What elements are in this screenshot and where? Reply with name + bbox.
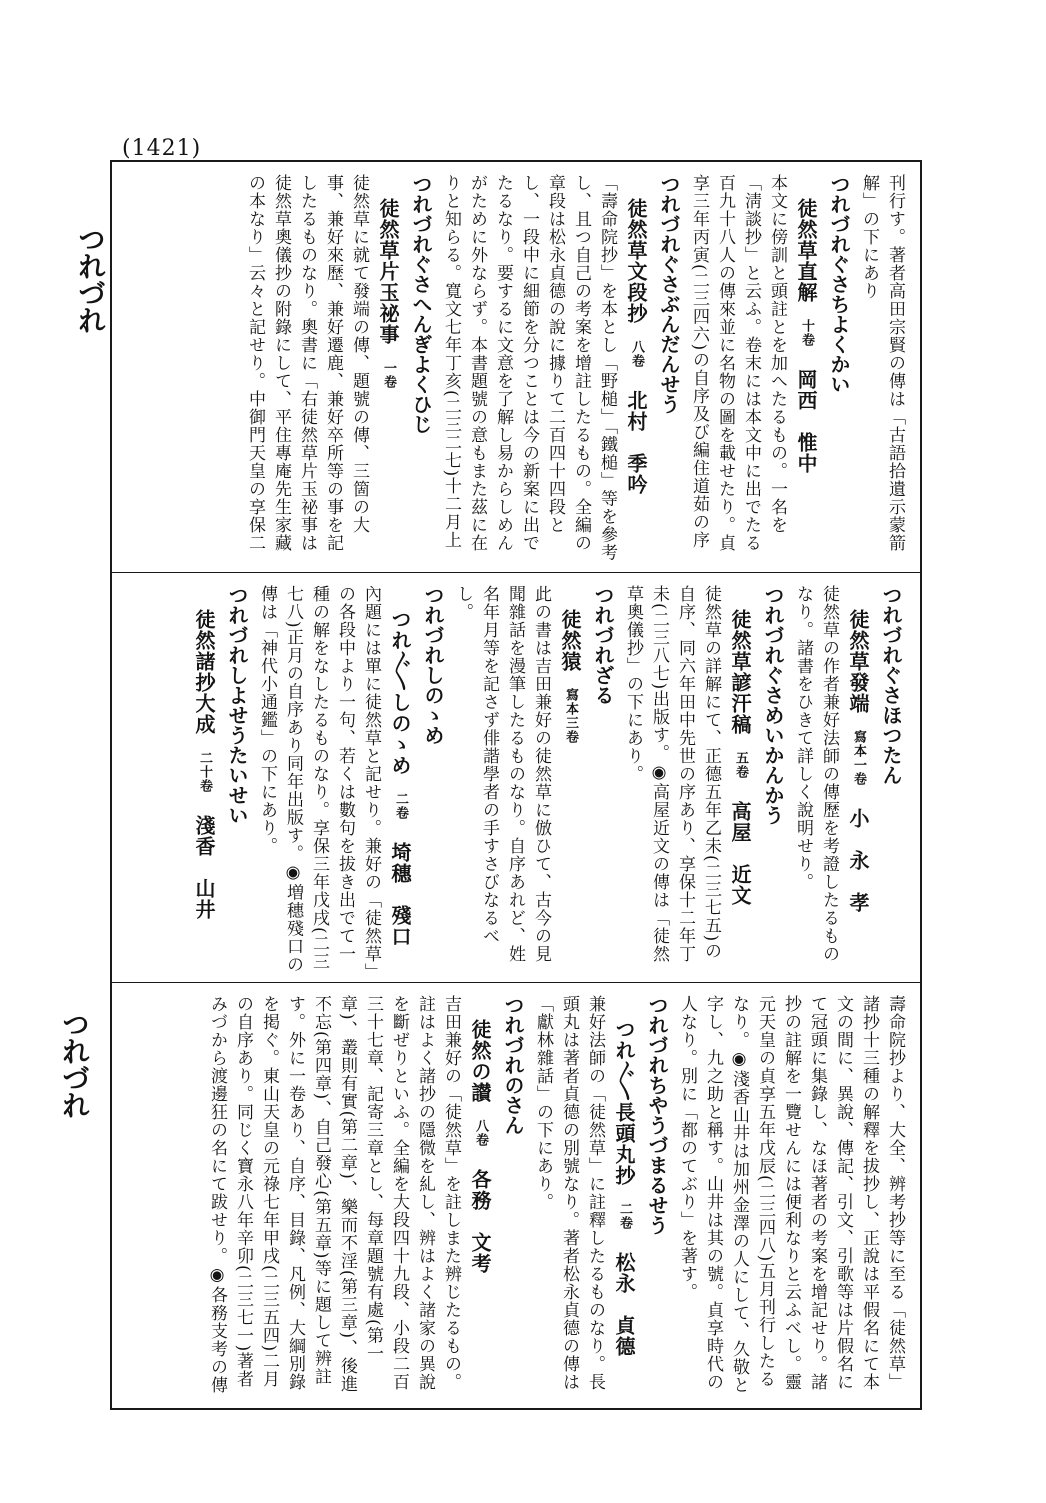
entry-text: 徒然草の作者兼好法師の傳歷を考證したるものなり。諸書をひきて詳しく說明せり。 [793, 585, 839, 963]
title-author: 松永 貞德 [612, 1252, 636, 1357]
page-frame [110, 160, 922, 1410]
entry-text: 壽命院抄より、大全、辨考抄等に至る「徒然草」諸抄十三種の解釋を拔抄し、正說は平假名にて本文の間に、異說、傳記、引文、引歌等は片假名にて冠頭に集錄し、なほ著者の考案を增記せり。諸抄の註解を一覽せんには便利なりと云ふべし。靈元天皇の貞享五年戊辰(二三四八)五月刊行したるなり。◉淺香山井は加州金澤の人にして、久敬と字し、九之助と稱す。山井は其の號。貞享時代の人なり。別に「都のてぶり」を著す。 [677, 995, 905, 1394]
entry-text: 吉田兼好の「徒然草」を註しまた辨じたるもの。註はよく諸抄の隱微を糺し、辨はよく諸家の異說を斷ぜりといふ。全編を大段四十九段、小段二百三十七章、記寄三章とし、每章題號有處(第一章)、叢則有實(第二章)、樂而不淫(第三章)、後進不忘(第四章)、自己發心(第五章)等に題して辨註す。外に一卷あり、自序、目錄、凡例、大綱別錄を掲ぐ。東山天皇の元祿七年甲戌(二三五四)二月の自序あり。同じく寶永八年辛卯(二三七一)著者みづから渡邊狂の名にて跋せり。◉各務支考の傳 [207, 995, 461, 1394]
entry-reading: つれづれざる [591, 585, 615, 705]
entry-title [842, 585, 874, 913]
title-text: つれ〴〵しのゝめ [388, 609, 412, 776]
entry-title [724, 585, 756, 906]
entry-text: 本文に傍訓と頭註とを加へたるもの。一名を「淸談抄」と云ふ。卷末には本文中に出でたる百九十八人の傳來並に名物の圖を載せたり。貞享三年丙寅(二三四六)の自序及び編住道茹の序 [689, 174, 787, 552]
entry-text: 徒然草の詳解にて、正德五年乙未(二三七五)の自序、同六年田中先世の序あり、享保十二年丁未(二三八七)出版す。◉高屋近文の傳は「徒然草奧儀抄」の下にあり。 [623, 585, 721, 964]
entry-text: 刊行す。著者高田宗賢の傳は「古語拾遺示蒙箭解」の下にあり [859, 174, 905, 552]
title-volumes: 寫本一卷 [851, 730, 866, 786]
title-text: 徒然草諺汗稿 [728, 609, 752, 735]
entry-title [372, 174, 404, 411]
running-head-top: つれづれ [74, 225, 107, 333]
entry-title [464, 995, 496, 1274]
entry-reading: つれづれちやうづまるせう [645, 995, 669, 1235]
entry-row-1 [112, 162, 920, 572]
title-volumes: 二卷 [393, 792, 408, 820]
title-volumes: 二卷 [617, 1202, 632, 1230]
entry-title [384, 585, 416, 947]
entry-reading: つれづれのさん [501, 995, 525, 1135]
title-text: つれ〴〵長頭丸抄 [612, 1019, 636, 1186]
title-author: 岡西 惟中 [794, 369, 818, 474]
title-author: 埼穗 殘口 [388, 842, 412, 947]
entry-reading: つれづれしのゝめ [421, 585, 445, 745]
title-author: 北村 季吟 [624, 390, 648, 495]
entry-text: 此の書は吉田兼好の徒然草に倣ひて、古今の見聞雜話を漫筆したるものなり。自序あれど、姓名年月等を記さず俳諧學者の手すさびなるべし。 [453, 585, 551, 963]
title-author: 小 永 孝 [846, 808, 870, 913]
entry-reading: つれづれしよせうたいせい [225, 585, 249, 825]
entry-title [790, 174, 822, 474]
page-number: (1421) [122, 136, 202, 161]
entry-title [620, 174, 652, 495]
entry-row-2 [112, 572, 920, 982]
title-author: 淺香 山井 [192, 815, 216, 920]
title-text: 徒然草發端 [846, 609, 870, 714]
title-volumes: 二十卷 [197, 751, 212, 793]
entry-text: 「壽命院抄」を本とし「野槌」「鐵槌」等を參考し、且つ自己の考案を增註したるもの。全編の章段は松永貞德の說に據りて二百四十四段とし、一段中に細節を分つことは今の新案に出でたるなり。要するに文意を了解し易からしめんがために外ならず。本書題號の意もまた茲に在りと知らる。寬文七年丁亥(二三二七)十二月上 [441, 174, 617, 562]
entry-row-3 [112, 982, 920, 1408]
title-text: 徒然草直解 [794, 198, 818, 303]
entry-reading: つれづれぐさめいかんかう [761, 585, 785, 825]
title-volumes: 八卷 [473, 1119, 488, 1147]
title-text: 徒然猿 [558, 609, 582, 672]
title-author: 高屋 近文 [728, 801, 752, 906]
title-volumes: 五卷 [733, 751, 748, 779]
entry-title [554, 585, 586, 766]
entry-reading: つれづれぐさほつたん [879, 585, 903, 785]
title-volumes: 十卷 [799, 319, 814, 347]
title-text: 徒然草文段抄 [624, 198, 648, 324]
entry-reading: つれづれぐさへんぎよくひじ [409, 174, 433, 434]
entry-reading: つれづれぐさぶんだんせう [657, 174, 681, 414]
title-text: 徒然草片玉祕事 [376, 198, 400, 345]
entry-text: 內題には單に徒然草と記せり。兼好の「徒然草」の各段中より一句、若くは數句を拔き出でて一種の解をなしたるものなり。享保三年戊戌(二三七八)正月の自序あり同年出版す。◉増穗殘口の傳は「神代小通鑑」の下にあり。 [257, 585, 381, 974]
title-text: 徒然の讃 [468, 1019, 492, 1103]
entry-text: 徒然草に就て發端の傳、題號の傳、三箇の大事、兼好來歷、兼好遷鹿、兼好卒所等の事を記したるものなり。奧書に「右徒然草片玉祕事は徒然草奧儀抄の附錄にして、平住專庵先生家藏の本なり」云々と記せり。中御門天皇の享保二 [245, 174, 369, 552]
entry-text: 兼好法師の「徒然草」に註釋したるものなり。長頭丸は著者貞德の別號なり。著者松永貞德の傳は「獻林雜話」の下にあり。 [533, 995, 605, 1391]
title-volumes: 寫本三卷 [563, 688, 578, 744]
entry-title [188, 585, 220, 920]
running-head-bottom: つれづれ [58, 1010, 91, 1118]
title-author: 各務 文考 [468, 1169, 492, 1274]
title-volumes: 八卷 [629, 340, 644, 368]
entry-reading: つれづれぐさちよくかい [827, 174, 851, 394]
entry-title [608, 995, 640, 1357]
title-volumes: 一卷 [381, 361, 396, 389]
title-text: 徒然諸抄大成 [192, 609, 216, 735]
